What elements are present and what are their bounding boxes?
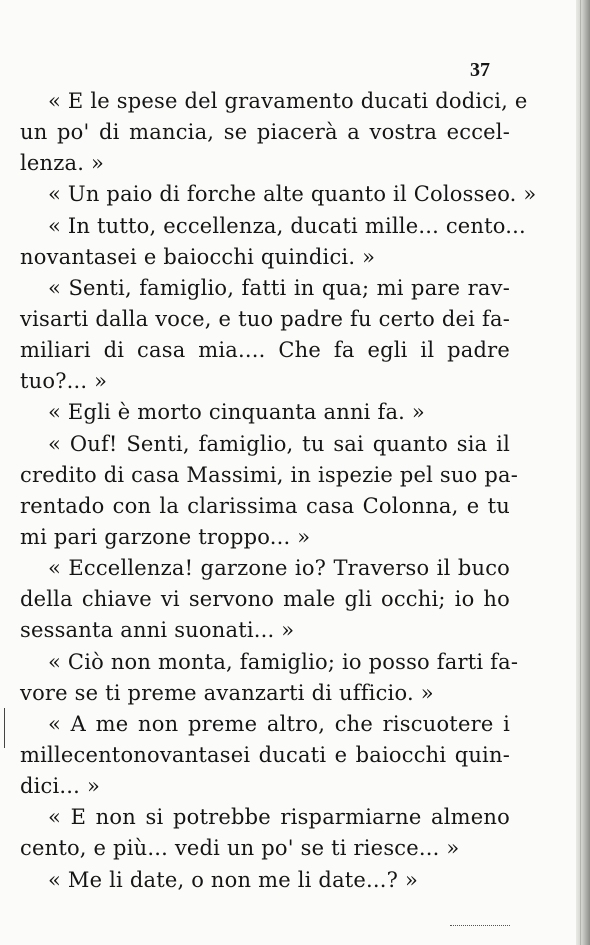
- page-number: 37: [470, 59, 490, 81]
- margin-mark: [4, 708, 5, 748]
- text-line: dici... »: [20, 774, 100, 799]
- text-line: « Un paio di forche alte quanto il Colosseo. »: [48, 182, 537, 207]
- text-line: « Ouf! Senti, famiglio, tu sai quanto sia il: [48, 431, 510, 456]
- text-line: « E non si potrebbe risparmiarne almeno: [48, 805, 510, 830]
- text-line: tuo?... »: [20, 369, 108, 394]
- text-line: mi pari garzone troppo... »: [20, 524, 311, 549]
- text-line: sessanta anni suonati... »: [20, 618, 295, 643]
- text-line: « Eccellenza! garzone io? Traverso il buco: [48, 556, 510, 581]
- text-line: « E le spese del gravamento ducati dodici, e: [48, 89, 528, 113]
- text-line: millecentonovantasei ducati e baiocchi quin-: [20, 742, 510, 767]
- text-line: « Senti, famiglio, fatti in qua; mi pare rav-: [48, 275, 510, 300]
- body-text: [20, 86, 537, 896]
- text-line: « Me li date, o non me li date...? »: [48, 867, 419, 892]
- text-line: credito di casa Massimi, in ispezie pel suo pa-: [20, 462, 519, 487]
- footer-rule: [450, 925, 510, 927]
- text-line: novantasei e baiocchi quindici. »: [20, 244, 376, 269]
- text-line: vore se ti preme avanzarti di ufficio. »: [20, 680, 434, 705]
- text-line: cento, e più... vedi un po' se ti riesce... »: [20, 836, 460, 861]
- text-line: « In tutto, eccellenza, ducati mille... cento...: [48, 213, 526, 238]
- text-line: un po' di mancia, se piacerà a vostra eccel-: [20, 120, 510, 145]
- text-line: rentado con la clarissima casa Colonna, e tu: [20, 493, 510, 518]
- text-line: « Egli è morto cinquanta anni fa. »: [48, 400, 425, 425]
- text-line: miliari di casa mia.... Che fa egli il padre: [20, 338, 510, 363]
- page-edge: [576, 0, 590, 945]
- text-line: visarti dalla voce, e tuo padre fu certo dei fa-: [20, 306, 510, 331]
- text-line: « Ciò non monta, famiglio; io posso farti fa-: [48, 649, 519, 674]
- text-line: « A me non preme altro, che riscuotere i: [48, 711, 510, 736]
- text-line: della chiave vi servono male gli occhi; io ho: [20, 587, 510, 612]
- text-line: lenza. »: [20, 151, 105, 176]
